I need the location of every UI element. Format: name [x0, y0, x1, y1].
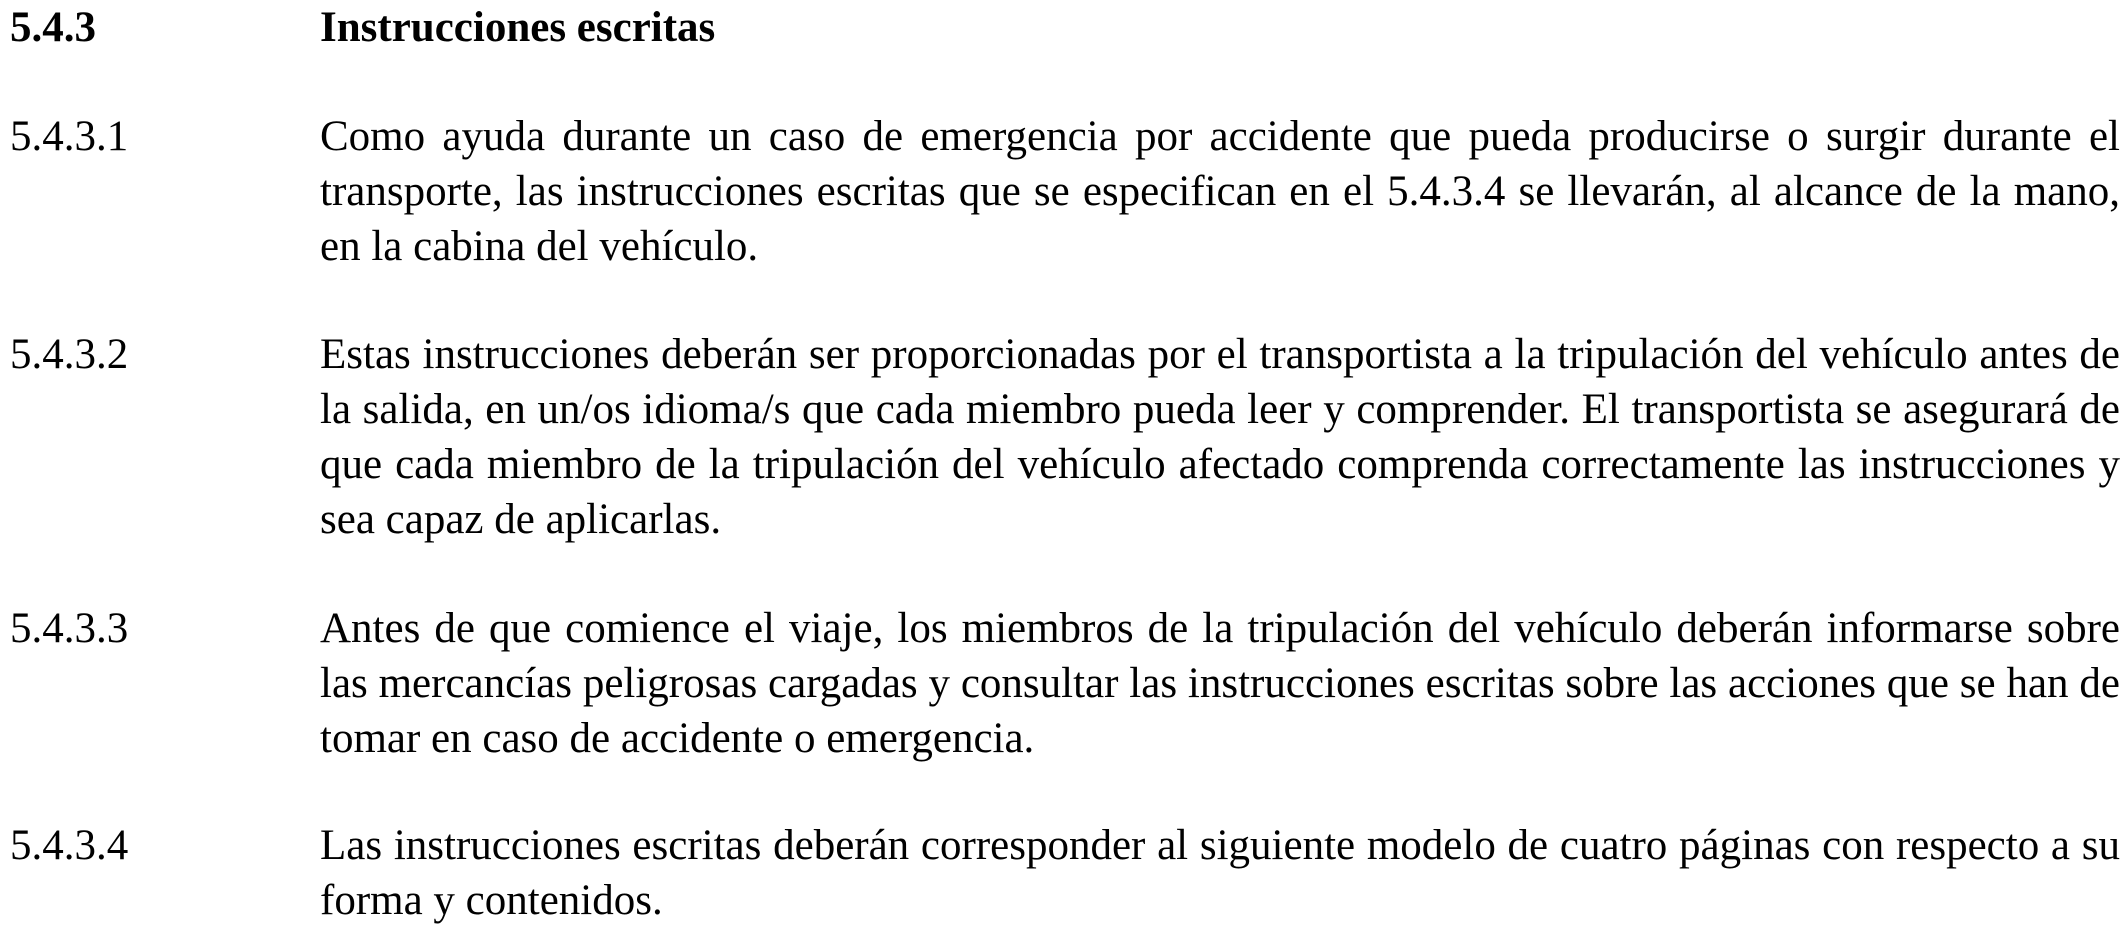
paragraph-text: Antes de que comience el viaje, los miembros de la tripulación del vehículo deberán informarse sobre las mercancías peligrosas cargadas y consultar las instrucciones escritas sobre las acciones que se han de tomar en caso de accidente o emergencia.: [320, 605, 2120, 762]
paragraph-text: Estas instrucciones deberán ser proporcionadas por el transportista a la tripulación del vehículo antes de la salida, en un/os idioma/s que cada miembro pueda leer y comprender. El transportista se asegurará de que cada miembro de la tripulación del vehículo afectado comprenda correctamente las instrucciones y sea capaz de aplicarlas.: [320, 331, 2120, 543]
paragraph-number: 5.4.3.2: [10, 331, 129, 378]
paragraph-text: Como ayuda durante un caso de emergencia por accidente que pueda producirse o surgir durante el transporte, las instrucciones escritas que se especifican en el 5.4.3.4 se llevarán, al alcance de la mano, en la cabina del vehículo.: [320, 113, 2120, 270]
section-number: 5.4.3: [10, 4, 96, 51]
section-heading: [10, 0, 2120, 55]
paragraph-number: 5.4.3.1: [10, 113, 129, 160]
paragraph-number: 5.4.3.4: [10, 822, 129, 869]
section-title: Instrucciones escritas: [320, 4, 716, 51]
paragraph-text: Las instrucciones escritas deberán corresponder al siguiente modelo de cuatro páginas con respecto a su forma y contenidos.: [320, 822, 2120, 924]
paragraph-number: 5.4.3.3: [10, 605, 129, 652]
